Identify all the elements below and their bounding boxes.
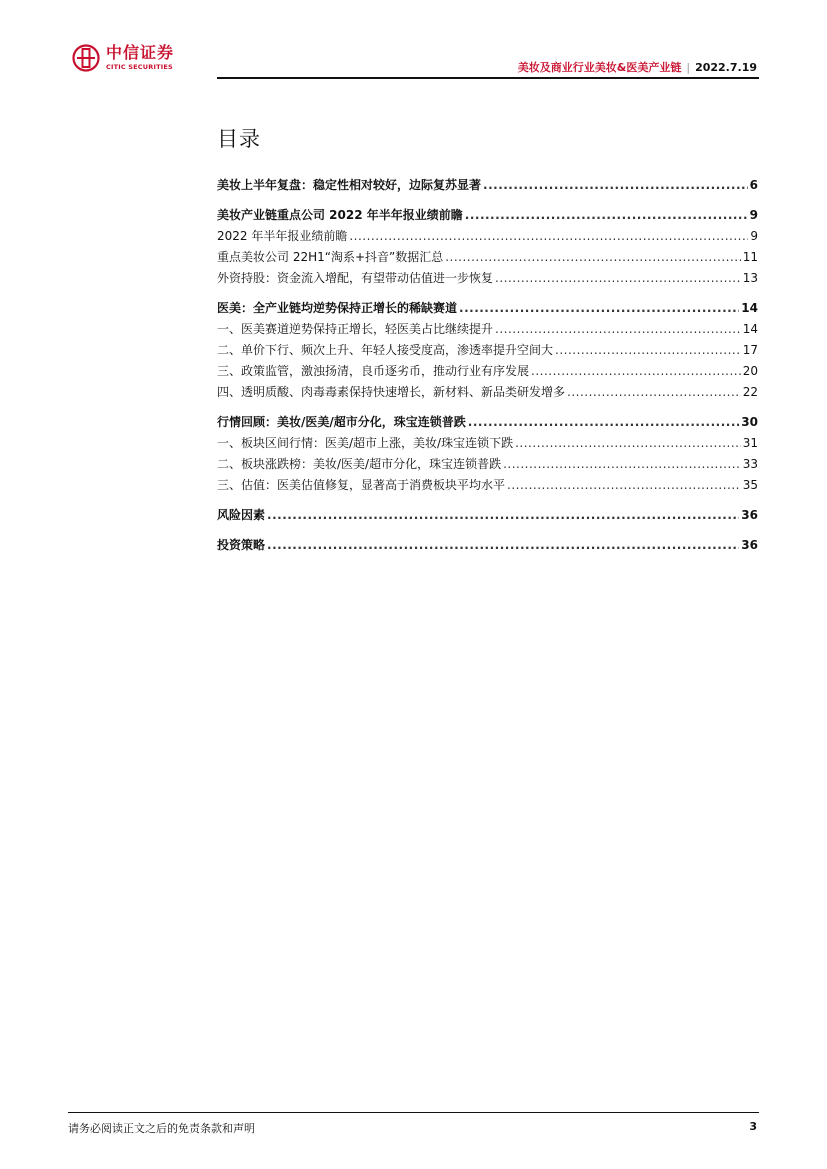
toc-entry-label: 一、板块区间行情：医美/超市上涨，美妆/珠宝连锁下跌 [217, 436, 514, 450]
toc-dot-leader [267, 538, 739, 552]
toc-section-entry[interactable] [217, 299, 758, 320]
toc-subsection-entry[interactable] [217, 362, 758, 383]
toc-dot-leader [483, 178, 748, 192]
citic-logo [72, 44, 174, 72]
toc-entry-page: 17 [742, 343, 758, 357]
toc-entry-label: 三、估值：医美估值修复，显著高于消费板块平均水平 [217, 478, 506, 492]
toc-entry-label: 二、单价下行、频次上升、年轻人接受度高，渗透率提升空间大 [217, 343, 554, 357]
report-header-info [518, 59, 757, 75]
toc-entry-page: 31 [742, 436, 758, 450]
toc-entry-label: 投资策略 [217, 538, 266, 552]
toc-entry-label: 重点美妆公司 22H1“淘系+抖音”数据汇总 [217, 250, 444, 264]
toc-dot-leader [567, 385, 741, 399]
toc-subsection-entry[interactable] [217, 476, 758, 497]
toc-section-entry[interactable] [217, 176, 758, 197]
toc-entry-page: 9 [749, 208, 758, 222]
report-date: 2022.7.19 [695, 61, 757, 74]
toc-dot-leader [495, 322, 741, 336]
toc-dot-leader [465, 208, 748, 222]
toc-entry-label: 风险因素 [217, 508, 266, 522]
toc-entry-label: 外资持股：资金流入增配，有望带动估值进一步恢复 [217, 271, 494, 285]
toc-dot-leader [503, 457, 741, 471]
toc-dot-leader [555, 343, 741, 357]
footer-divider [68, 1112, 759, 1113]
toc-section-entry[interactable] [217, 506, 758, 527]
page-header [0, 0, 827, 80]
toc-entry-page: 13 [742, 271, 758, 285]
toc-subsection-entry[interactable] [217, 320, 758, 341]
toc-section-gap [217, 404, 758, 413]
toc-dot-leader [349, 229, 748, 243]
toc-section-gap [217, 497, 758, 506]
toc-dot-leader [459, 301, 739, 315]
toc-dot-leader [267, 508, 739, 522]
toc-title: 目录 [217, 127, 261, 151]
toc-entry-page: 30 [741, 415, 758, 429]
toc-dot-leader [445, 250, 740, 264]
citic-logo-icon [72, 44, 100, 72]
toc-dot-leader [515, 436, 741, 450]
toc-entry-label: 二、板块涨跌榜：美妆/医美/超市分化，珠宝连锁普跌 [217, 457, 502, 471]
toc-entry-label: 美妆上半年复盘：稳定性相对较好，边际复苏显著 [217, 178, 482, 192]
toc-dot-leader [531, 364, 741, 378]
toc-subsection-entry[interactable] [217, 434, 758, 455]
toc-entry-label: 2022 年半年报业绩前瞻 [217, 229, 348, 243]
toc-entry-page: 20 [742, 364, 758, 378]
toc-subsection-entry[interactable] [217, 455, 758, 476]
report-tag: 美妆及商业行业美妆&医美产业链 [517, 61, 682, 74]
toc-section-entry[interactable] [217, 206, 758, 227]
toc-entry-page: 33 [742, 457, 758, 471]
table-of-contents [217, 176, 758, 557]
toc-dot-leader [495, 271, 741, 285]
toc-entry-page: 6 [749, 178, 758, 192]
footer-disclaimer: 请务必阅读正文之后的免责条款和声明 [68, 1122, 255, 1135]
toc-entry-label: 行情回顾：美妆/医美/超市分化，珠宝连锁普跌 [217, 415, 466, 429]
toc-entry-page: 9 [750, 229, 758, 243]
logo-chinese-name: 中信证券 [106, 43, 175, 63]
toc-entry-label: 三、政策监管，激浊扬清，良币逐劣币，推动行业有序发展 [217, 364, 530, 378]
toc-section-entry[interactable] [217, 536, 758, 557]
footer-page-number: 3 [749, 1120, 757, 1133]
toc-section-gap [217, 197, 758, 206]
toc-dot-leader [507, 478, 741, 492]
header-separator: | [686, 61, 691, 74]
toc-section-entry[interactable] [217, 413, 758, 434]
toc-entry-label: 医美：全产业链均逆势保持正增长的稀缺赛道 [217, 301, 458, 315]
toc-entry-page: 22 [742, 385, 758, 399]
toc-subsection-entry[interactable] [217, 269, 758, 290]
toc-entry-label: 一、医美赛道逆势保持正增长，轻医美占比继续提升 [217, 322, 494, 336]
toc-entry-label: 美妆产业链重点公司 2022 年半年报业绩前瞻 [217, 208, 463, 222]
toc-entry-page: 14 [742, 322, 758, 336]
toc-entry-page: 36 [741, 538, 758, 552]
toc-entry-page: 36 [741, 508, 758, 522]
toc-entry-page: 11 [742, 250, 758, 264]
toc-dot-leader [468, 415, 740, 429]
toc-subsection-entry[interactable] [217, 248, 758, 269]
header-divider [217, 77, 759, 79]
toc-entry-label: 四、透明质酸、肉毒毒素保持快速增长，新材料、新品类研发增多 [217, 385, 566, 399]
toc-entry-page: 14 [741, 301, 758, 315]
toc-section-gap [217, 290, 758, 299]
toc-subsection-entry[interactable] [217, 227, 758, 248]
toc-section-gap [217, 527, 758, 536]
logo-english-name: CITIC SECURITIES [106, 63, 173, 72]
toc-subsection-entry[interactable] [217, 341, 758, 362]
toc-subsection-entry[interactable] [217, 383, 758, 404]
toc-entry-page: 35 [742, 478, 758, 492]
